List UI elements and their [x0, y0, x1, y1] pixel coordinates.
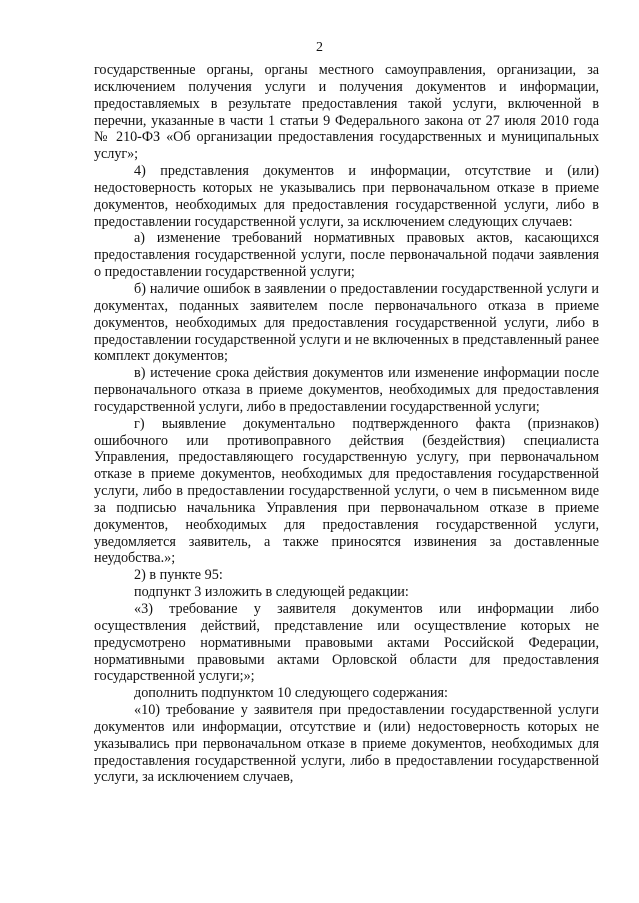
paragraph-subitem-3-text: «3) требование у заявителя документов или информации либо осуществления действий, представление или осуществление которых не предусмотрено нормативными правовыми актами Российской Федерации, нормативными правовыми актами Орловской области для предоставления государственной услуги;»; [94, 601, 599, 685]
paragraph-item-2: 2) в пункте 95: [134, 567, 223, 584]
page-number: 2 [316, 40, 323, 55]
paragraph-subitem-v: в) истечение срока действия документов или изменение информации после первоначального отказа в приеме документов, необходимых для предоставления государственной услуги, либо в предоставлении государственной услуги; [94, 365, 599, 415]
paragraph-subitem-g: г) выявление документально подтвержденного факта (признаков) ошибочного или противоправного действия (бездействия) специалиста Управления, предоставляющего государственную услугу, при первоначальном отказе в приеме документов, необходимых для предоставления государственной услуги, либо в предоставлении государственной услуги, о чем в письменном виде за подписью начальника Управления при первоначальном отказе в приеме документов, необходимых для предоставления государственной услуги, уведомляется заявитель, а также приносятся извинения за доставленные неудобства.»; [94, 415, 599, 567]
paragraph-subitem-3-intro: подпункт 3 изложить в следующей редакции: [134, 584, 409, 601]
paragraph-continuation: государственные органы, органы местного самоуправления, организации, за исключением получения услуги и получения документов и информации, предоставляемых в результате предоставления такой услуги, включенной в перечни, указанные в части 1 статьи 9 Федерального закона от 27 июля 2010 года № 210-ФЗ «Об организации предоставления государственных и муниципальных услуг»; [94, 62, 599, 163]
paragraph-subitem-b: б) наличие ошибок в заявлении о предоставлении государственной услуги и документах, поданных заявителем после первоначального отказа в приеме документов, необходимых для предоставления государственной услуги, либо в предоставлении государственной услуги и не включенных в представленный ранее комплект документов; [94, 280, 599, 365]
paragraph-item-4: 4) представления документов и информации, отсутствие и (или) недостоверность которых не указывались при первоначальном отказе в приеме документов, необходимых для предоставления государственной услуги, либо в предоставлении государственной услуги, за исключением следующих случаев: [94, 163, 599, 230]
document-body [94, 62, 599, 786]
paragraph-subitem-10-intro: дополнить подпунктом 10 следующего содержания: [134, 685, 448, 702]
paragraph-subitem-10-text: «10) требование у заявителя при предоставлении государственной услуги документов или информации, отсутствие и (или) недостоверность которых не указывались при первоначальном отказе в приеме документов, необходимых для предоставления государственной услуги, либо в предоставлении государственной услуги, за исключением случаев, [94, 702, 599, 786]
paragraph-subitem-a: а) изменение требований нормативных правовых актов, касающихся предоставления государственной услуги, после первоначальной подачи заявления о предоставлении государственной услуги; [94, 230, 599, 281]
